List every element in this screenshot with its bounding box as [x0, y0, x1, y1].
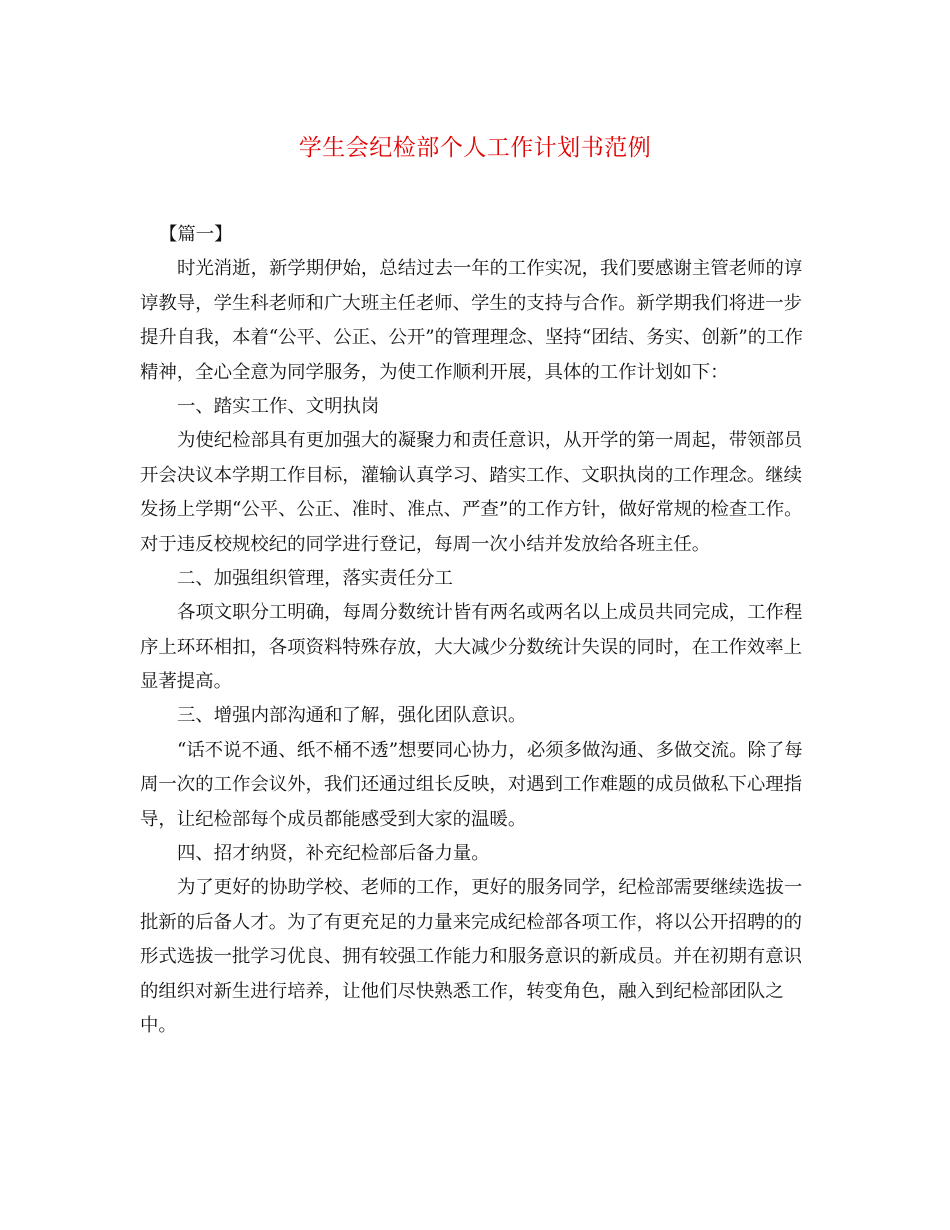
paragraph-line: 形式选拔一批学习优良、拥有较强工作能力和服务意识的新成员。并在初期有意识	[140, 946, 803, 968]
paragraph-line: 时光消逝，新学期伊始，总结过去一年的工作实况，我们要感谢主管老师的谆	[177, 258, 803, 280]
document-title: 学生会纪检部个人工作计划书范例	[298, 135, 652, 161]
paragraph-line: 导，让纪检部每个成员都能感受到大家的温暖。	[140, 808, 527, 830]
document-body	[140, 218, 812, 1043]
paragraph-line: 周一次的工作会议外，我们还通过组长反映，对遇到工作难题的成员做私下心理指	[140, 774, 803, 796]
paragraph-line: 显著提高。	[140, 671, 232, 693]
paragraph-line: 提升自我，本着“公平、公正、公开”的管理理念、坚持“团结、务实、创新”的工作	[140, 327, 803, 349]
paragraph-line: “话不说不通、纸不桶不透”想要同心协力，必须多做沟通、多做交流。除了每	[177, 739, 803, 761]
paragraph-line: 为使纪检部具有更加强大的凝聚力和责任意识，从开学的第一周起，带领部员	[177, 430, 803, 452]
paragraph-line: 谆教导，学生科老师和广大班主任老师、学生的支持与合作。新学期我们将进一步	[140, 292, 803, 314]
section-label: 【篇一】	[159, 224, 233, 245]
paragraph-line: 的组织对新生进行培养，让他们尽快熟悉工作，转变角色，融入到纪检部团队之	[140, 980, 784, 1002]
paragraph-line: 序上环环相扣，各项资料特殊存放，大大减少分数统计失误的同时，在工作效率上	[140, 636, 803, 658]
heading-line: 二、加强组织管理，落实责任分工	[177, 567, 453, 589]
paragraph-line: 精神，全心全意为同学服务，为使工作顺利开展，具体的工作计划如下：	[140, 361, 729, 383]
paragraph-line: 对于违反校规校纪的同学进行登记，每周一次小结并发放给各班主任。	[140, 533, 711, 555]
heading-line: 一、踏实工作、文明执岗	[177, 395, 380, 417]
paragraph-line: 开会决议本学期工作目标，灌输认真学习、踏实工作、文职执岗的工作理念。继续	[140, 464, 803, 486]
heading-line: 三、增强内部沟通和了解，强化团队意识。	[177, 705, 527, 727]
paragraph-line: 为了更好的协助学校、老师的工作，更好的服务同学，纪检部需要继续选拔一	[177, 877, 803, 899]
paragraph-line: 各项文职分工明确，每周分数统计皆有两名或两名以上成员共同完成，工作程	[177, 602, 803, 624]
paragraph-line: 发扬上学期“公平、公正、准时、准点、严查”的工作方针，做好常规的检查工作。	[140, 499, 803, 521]
paragraph-line: 中。	[140, 1014, 177, 1036]
heading-line: 四、招才纳贤，补充纪检部后备力量。	[177, 843, 490, 865]
paragraph-line: 批新的后备人才。为了有更充足的力量来完成纪检部各项工作，将以公开招聘的的	[140, 911, 803, 933]
